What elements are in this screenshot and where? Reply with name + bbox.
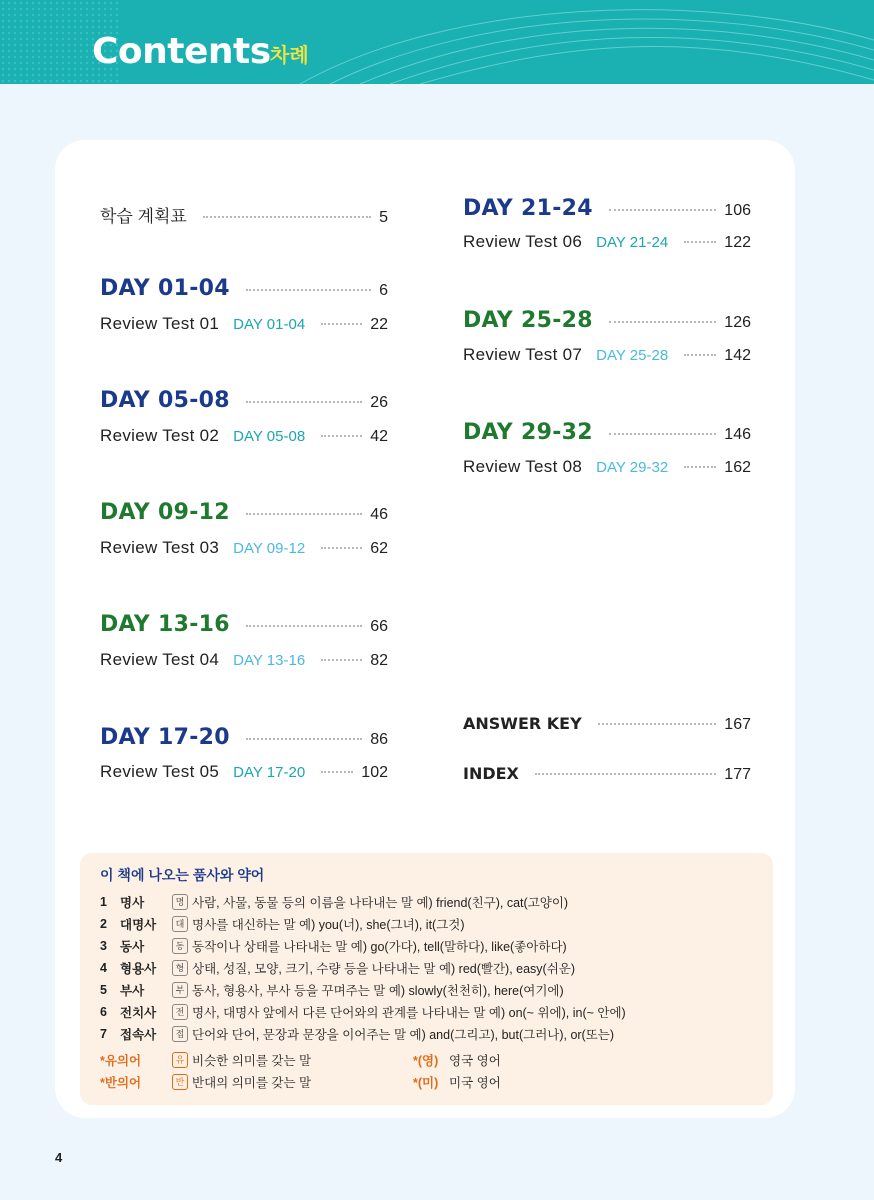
dot-leader xyxy=(246,625,362,627)
review-test-label: Review Test 03 xyxy=(100,538,220,557)
review-test-label: Review Test 07 xyxy=(463,345,583,364)
review-test-label: Review Test 06 xyxy=(463,232,583,251)
part-of-speech: 동사 xyxy=(120,940,145,954)
row-number: 2 xyxy=(100,917,107,931)
abbr-badge: 유 xyxy=(172,1052,188,1068)
dot-leader xyxy=(321,435,362,437)
toc-day-09-12[interactable] xyxy=(100,500,388,525)
dot-leader xyxy=(535,773,716,775)
pos-description: 사람, 사물, 동물 등의 이름을 나타내는 말 예) friend(친구), cat(고양이) xyxy=(192,896,569,910)
toc-review-test-03[interactable] xyxy=(100,538,388,558)
row-number: 5 xyxy=(100,983,107,997)
toc-review-test-06[interactable] xyxy=(463,232,751,252)
part-of-speech: 전치사 xyxy=(120,1006,157,1020)
legend-row xyxy=(100,915,465,933)
page-number: 106 xyxy=(724,202,751,219)
abbr-name-2: *(미) xyxy=(413,1076,439,1090)
header-banner xyxy=(0,0,874,84)
toc-review-test-02[interactable] xyxy=(100,426,388,446)
dot-leader xyxy=(609,433,716,435)
review-test-label: Review Test 04 xyxy=(100,650,220,669)
legend-box xyxy=(80,853,773,1105)
toc-day-13-16[interactable] xyxy=(100,612,388,637)
index-label: INDEX xyxy=(463,764,519,783)
dot-leader xyxy=(203,216,371,218)
part-of-speech: 형용사 xyxy=(120,962,157,976)
row-number: 1 xyxy=(100,895,107,909)
pos-description: 동사, 형용사, 부사 등을 꾸며주는 말 예) slowly(천천히), here(여기에) xyxy=(192,984,564,998)
pos-badge: 전 xyxy=(172,1004,188,1020)
abbr-row xyxy=(100,1051,501,1069)
toc-day-05-08[interactable] xyxy=(100,388,388,413)
toc-answer-key[interactable] xyxy=(463,714,751,734)
legend-row xyxy=(100,981,564,999)
dot-leader xyxy=(684,241,716,243)
legend-title: 이 책에 나오는 품사와 약어 xyxy=(100,867,265,883)
dot-leader xyxy=(246,738,362,740)
dot-leader xyxy=(684,354,716,356)
toc-study-plan[interactable] xyxy=(100,202,388,227)
abbr-row xyxy=(100,1073,501,1091)
pos-description: 동작이나 상태를 나타내는 말 예) go(가다), tell(말하다), like(좋아하다) xyxy=(192,940,567,954)
pos-badge: 부 xyxy=(172,982,188,998)
legend-row xyxy=(100,893,568,911)
day-range: DAY 21-24 xyxy=(463,196,593,221)
page-number: 62 xyxy=(370,540,388,557)
pos-description: 명사, 대명사 앞에서 다른 단어와의 관계를 나타내는 말 예) on(~ 위에), in(~ 안에) xyxy=(192,1006,626,1020)
abbr-badge: 반 xyxy=(172,1074,188,1090)
page-number: 5 xyxy=(379,209,388,226)
review-test-day: DAY 05-08 xyxy=(233,428,306,445)
day-range: DAY 01-04 xyxy=(100,276,230,301)
pos-description: 명사를 대신하는 말 예) you(너), she(그녀), it(그것) xyxy=(192,918,465,932)
dot-leader xyxy=(321,547,362,549)
pos-description: 단어와 단어, 문장과 문장을 이어주는 말 예) and(그리고), but(그러나), or(또는) xyxy=(192,1028,615,1042)
toc-day-29-32[interactable] xyxy=(463,420,751,445)
pos-badge: 동 xyxy=(172,938,188,954)
review-test-day: DAY 17-20 xyxy=(233,764,306,781)
review-test-day: DAY 01-04 xyxy=(233,316,306,333)
pos-description: 상태, 성질, 모양, 크기, 수량 등을 나타내는 말 예) red(빨간), easy(쉬운) xyxy=(192,962,576,976)
abbr-name: *유의어 xyxy=(100,1054,142,1068)
toc-review-test-05[interactable] xyxy=(100,762,388,782)
page-number: 167 xyxy=(724,716,751,733)
page-number: 82 xyxy=(370,652,388,669)
review-test-day: DAY 21-24 xyxy=(596,234,669,251)
dot-leader xyxy=(246,513,362,515)
answer-key-label: ANSWER KEY xyxy=(463,714,582,733)
pos-badge: 형 xyxy=(172,960,188,976)
toc-review-test-08[interactable] xyxy=(463,457,751,477)
review-test-day: DAY 09-12 xyxy=(233,540,306,557)
toc-day-01-04[interactable] xyxy=(100,276,388,301)
abbr-name: *반의어 xyxy=(100,1076,142,1090)
page-number: 42 xyxy=(370,428,388,445)
legend-row xyxy=(100,937,567,955)
study-plan-label: 학습 계획표 xyxy=(100,207,187,226)
toc-day-25-28[interactable] xyxy=(463,308,751,333)
toc-review-test-07[interactable] xyxy=(463,345,751,365)
page-title-korean: 차례 xyxy=(270,43,309,67)
legend-row xyxy=(100,959,575,977)
legend-row xyxy=(100,1025,614,1043)
abbr-description-2: 영국 영어 xyxy=(449,1054,501,1068)
page-number: 26 xyxy=(370,394,388,411)
legend-row xyxy=(100,1003,626,1021)
row-number: 4 xyxy=(100,961,107,975)
toc-day-21-24[interactable] xyxy=(463,196,751,221)
review-test-label: Review Test 02 xyxy=(100,426,220,445)
abbr-description: 반대의 의미를 갖는 말 xyxy=(192,1076,312,1090)
review-test-day: DAY 29-32 xyxy=(596,459,669,476)
dot-leader xyxy=(246,401,362,403)
dot-leader xyxy=(684,466,716,468)
day-range: DAY 13-16 xyxy=(100,612,230,637)
page-number: 146 xyxy=(724,426,751,443)
page-number-footer: 4 xyxy=(55,1150,63,1165)
toc-index[interactable] xyxy=(463,764,751,784)
page-number: 102 xyxy=(361,764,388,781)
pos-badge: 명 xyxy=(172,894,188,910)
page-number: 6 xyxy=(379,282,388,299)
dot-leader xyxy=(609,321,716,323)
review-test-day: DAY 25-28 xyxy=(596,347,669,364)
page-number: 66 xyxy=(370,618,388,635)
page-number: 162 xyxy=(724,459,751,476)
review-test-day: DAY 13-16 xyxy=(233,652,306,669)
page-number: 142 xyxy=(724,347,751,364)
dot-leader xyxy=(609,209,716,211)
page-number: 177 xyxy=(724,766,751,783)
abbr-description-2: 미국 영어 xyxy=(449,1076,501,1090)
abbr-name-2: *(영) xyxy=(413,1054,439,1068)
toc-review-test-04[interactable] xyxy=(100,650,388,670)
day-range: DAY 05-08 xyxy=(100,388,230,413)
page-number: 86 xyxy=(370,731,388,748)
abbr-description: 비슷한 의미를 갖는 말 xyxy=(192,1054,312,1068)
row-number: 7 xyxy=(100,1027,107,1041)
dot-leader xyxy=(321,323,362,325)
toc-day-17-20[interactable] xyxy=(100,725,388,750)
page-title: Contents xyxy=(92,31,271,72)
day-range: DAY 09-12 xyxy=(100,500,230,525)
day-range: DAY 25-28 xyxy=(463,308,593,333)
review-test-label: Review Test 05 xyxy=(100,762,220,781)
part-of-speech: 접속사 xyxy=(120,1028,157,1042)
day-range: DAY 17-20 xyxy=(100,725,230,750)
part-of-speech: 대명사 xyxy=(120,918,157,932)
pos-badge: 대 xyxy=(172,916,188,932)
dot-leader xyxy=(321,659,362,661)
dot-leader xyxy=(321,771,353,773)
dot-leader xyxy=(246,289,371,291)
dot-leader xyxy=(598,723,717,725)
page-number: 126 xyxy=(724,314,751,331)
row-number: 3 xyxy=(100,939,107,953)
page-number: 122 xyxy=(724,234,751,251)
day-range: DAY 29-32 xyxy=(463,420,593,445)
pos-badge: 접 xyxy=(172,1026,188,1042)
part-of-speech: 부사 xyxy=(120,984,145,998)
review-test-label: Review Test 08 xyxy=(463,457,583,476)
part-of-speech: 명사 xyxy=(120,896,145,910)
row-number: 6 xyxy=(100,1005,107,1019)
toc-review-test-01[interactable] xyxy=(100,314,388,334)
page-number: 22 xyxy=(370,316,388,333)
review-test-label: Review Test 01 xyxy=(100,314,220,333)
page-number: 46 xyxy=(370,506,388,523)
